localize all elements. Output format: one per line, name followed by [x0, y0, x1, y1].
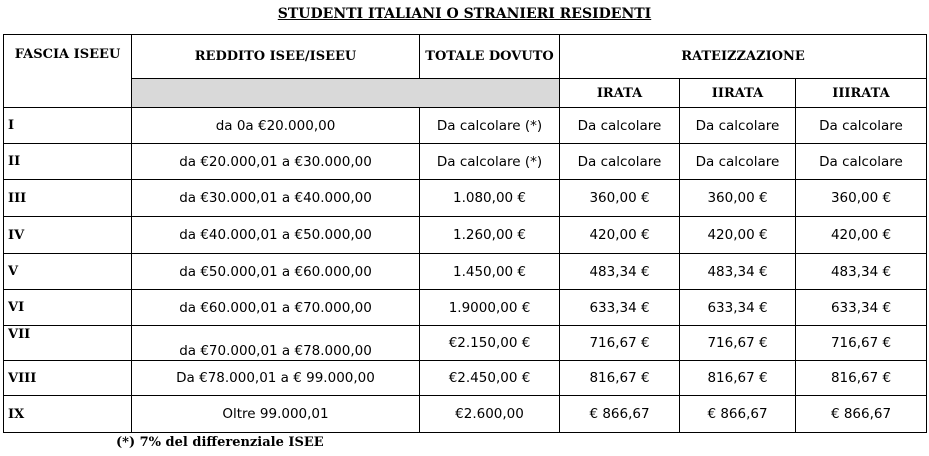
header-totale: TOTALE DOVUTO [420, 35, 560, 79]
table-row [4, 361, 927, 396]
fascia-cell: IX [4, 396, 132, 433]
rata-3-cell: Da calcolare [796, 144, 927, 180]
totale-cell: 1.080,00 € [420, 180, 560, 217]
rata-2-cell: 633,34 € [680, 290, 796, 326]
totale-cell: 1.9000,00 € [420, 290, 560, 326]
rata-1-cell: 420,00 € [560, 217, 680, 254]
rata-1-cell: 360,00 € [560, 180, 680, 217]
page-title: STUDENTI ITALIANI O STRANIERI RESIDENTI [277, 6, 652, 22]
rata-3-cell: 360,00 € [796, 180, 927, 217]
rata-1-cell: € 866,67 [560, 396, 680, 433]
totale-cell: €2.600,00 [420, 396, 560, 433]
fascia-cell: II [4, 144, 132, 180]
table-row [4, 254, 927, 290]
rata-2-cell: 483,34 € [680, 254, 796, 290]
header-row [4, 35, 927, 79]
reddito-cell: da €20.000,01 a €30.000,00 [132, 144, 420, 180]
rata-1-cell: 483,34 € [560, 254, 680, 290]
reddito-cell: da €70.000,01 a €78.000,00 [132, 326, 420, 361]
table-row [4, 396, 927, 433]
fascia-cell: III [4, 180, 132, 217]
rata-2-cell: 360,00 € [680, 180, 796, 217]
fee-table [3, 34, 927, 433]
table-row [4, 217, 927, 254]
header-rata-1: IRATA [560, 79, 680, 108]
table-row [4, 180, 927, 217]
rata-3-cell: Da calcolare [796, 108, 927, 144]
totale-cell: Da calcolare (*) [420, 108, 560, 144]
header-rateizzazione: RATEIZZAZIONE [560, 35, 927, 79]
fascia-cell: I [4, 108, 132, 144]
fascia-cell: VIII [4, 361, 132, 396]
fascia-cell: V [4, 254, 132, 290]
rata-1-cell: 816,67 € [560, 361, 680, 396]
reddito-cell: da €60.000,01 a €70.000,00 [132, 290, 420, 326]
footnote: (*) 7% del differenziale ISEE [116, 435, 324, 450]
totale-cell: 1.260,00 € [420, 217, 560, 254]
table-row [4, 290, 927, 326]
rata-3-cell: 816,67 € [796, 361, 927, 396]
totale-cell: €2.150,00 € [420, 326, 560, 361]
totale-cell: €2.450,00 € [420, 361, 560, 396]
gray-filler [132, 79, 560, 108]
reddito-cell: da €40.000,01 a €50.000,00 [132, 217, 420, 254]
totale-cell: Da calcolare (*) [420, 144, 560, 180]
header-rata-3: IIIRATA [796, 79, 927, 108]
rata-2-cell: Da calcolare [680, 108, 796, 144]
rata-3-cell: 420,00 € [796, 217, 927, 254]
fascia-cell: VII [4, 326, 132, 361]
rata-3-cell: € 866,67 [796, 396, 927, 433]
rata-2-cell: € 866,67 [680, 396, 796, 433]
header-fascia: FASCIA ISEEU [4, 35, 132, 108]
rata-1-cell: 633,34 € [560, 290, 680, 326]
table-row [4, 326, 927, 361]
rata-3-cell: 716,67 € [796, 326, 927, 361]
table-row [4, 108, 927, 144]
rata-1-cell: Da calcolare [560, 144, 680, 180]
rata-1-cell: Da calcolare [560, 108, 680, 144]
header-rata-2: IIRATA [680, 79, 796, 108]
rata-2-cell: 420,00 € [680, 217, 796, 254]
reddito-cell: Oltre 99.000,01 [132, 396, 420, 433]
reddito-cell: Da €78.000,01 a € 99.000,00 [132, 361, 420, 396]
rata-3-cell: 633,34 € [796, 290, 927, 326]
reddito-cell: da €30.000,01 a €40.000,00 [132, 180, 420, 217]
reddito-cell: da €50.000,01 a €60.000,00 [132, 254, 420, 290]
totale-cell: 1.450,00 € [420, 254, 560, 290]
fascia-cell: VI [4, 290, 132, 326]
rata-3-cell: 483,34 € [796, 254, 927, 290]
fascia-cell: IV [4, 217, 132, 254]
table-row [4, 144, 927, 180]
rata-2-cell: 716,67 € [680, 326, 796, 361]
subheader-row [4, 79, 927, 108]
rata-2-cell: Da calcolare [680, 144, 796, 180]
rata-1-cell: 716,67 € [560, 326, 680, 361]
header-reddito: REDDITO ISEE/ISEEU [132, 35, 420, 79]
rata-2-cell: 816,67 € [680, 361, 796, 396]
reddito-cell: da 0a €20.000,00 [132, 108, 420, 144]
